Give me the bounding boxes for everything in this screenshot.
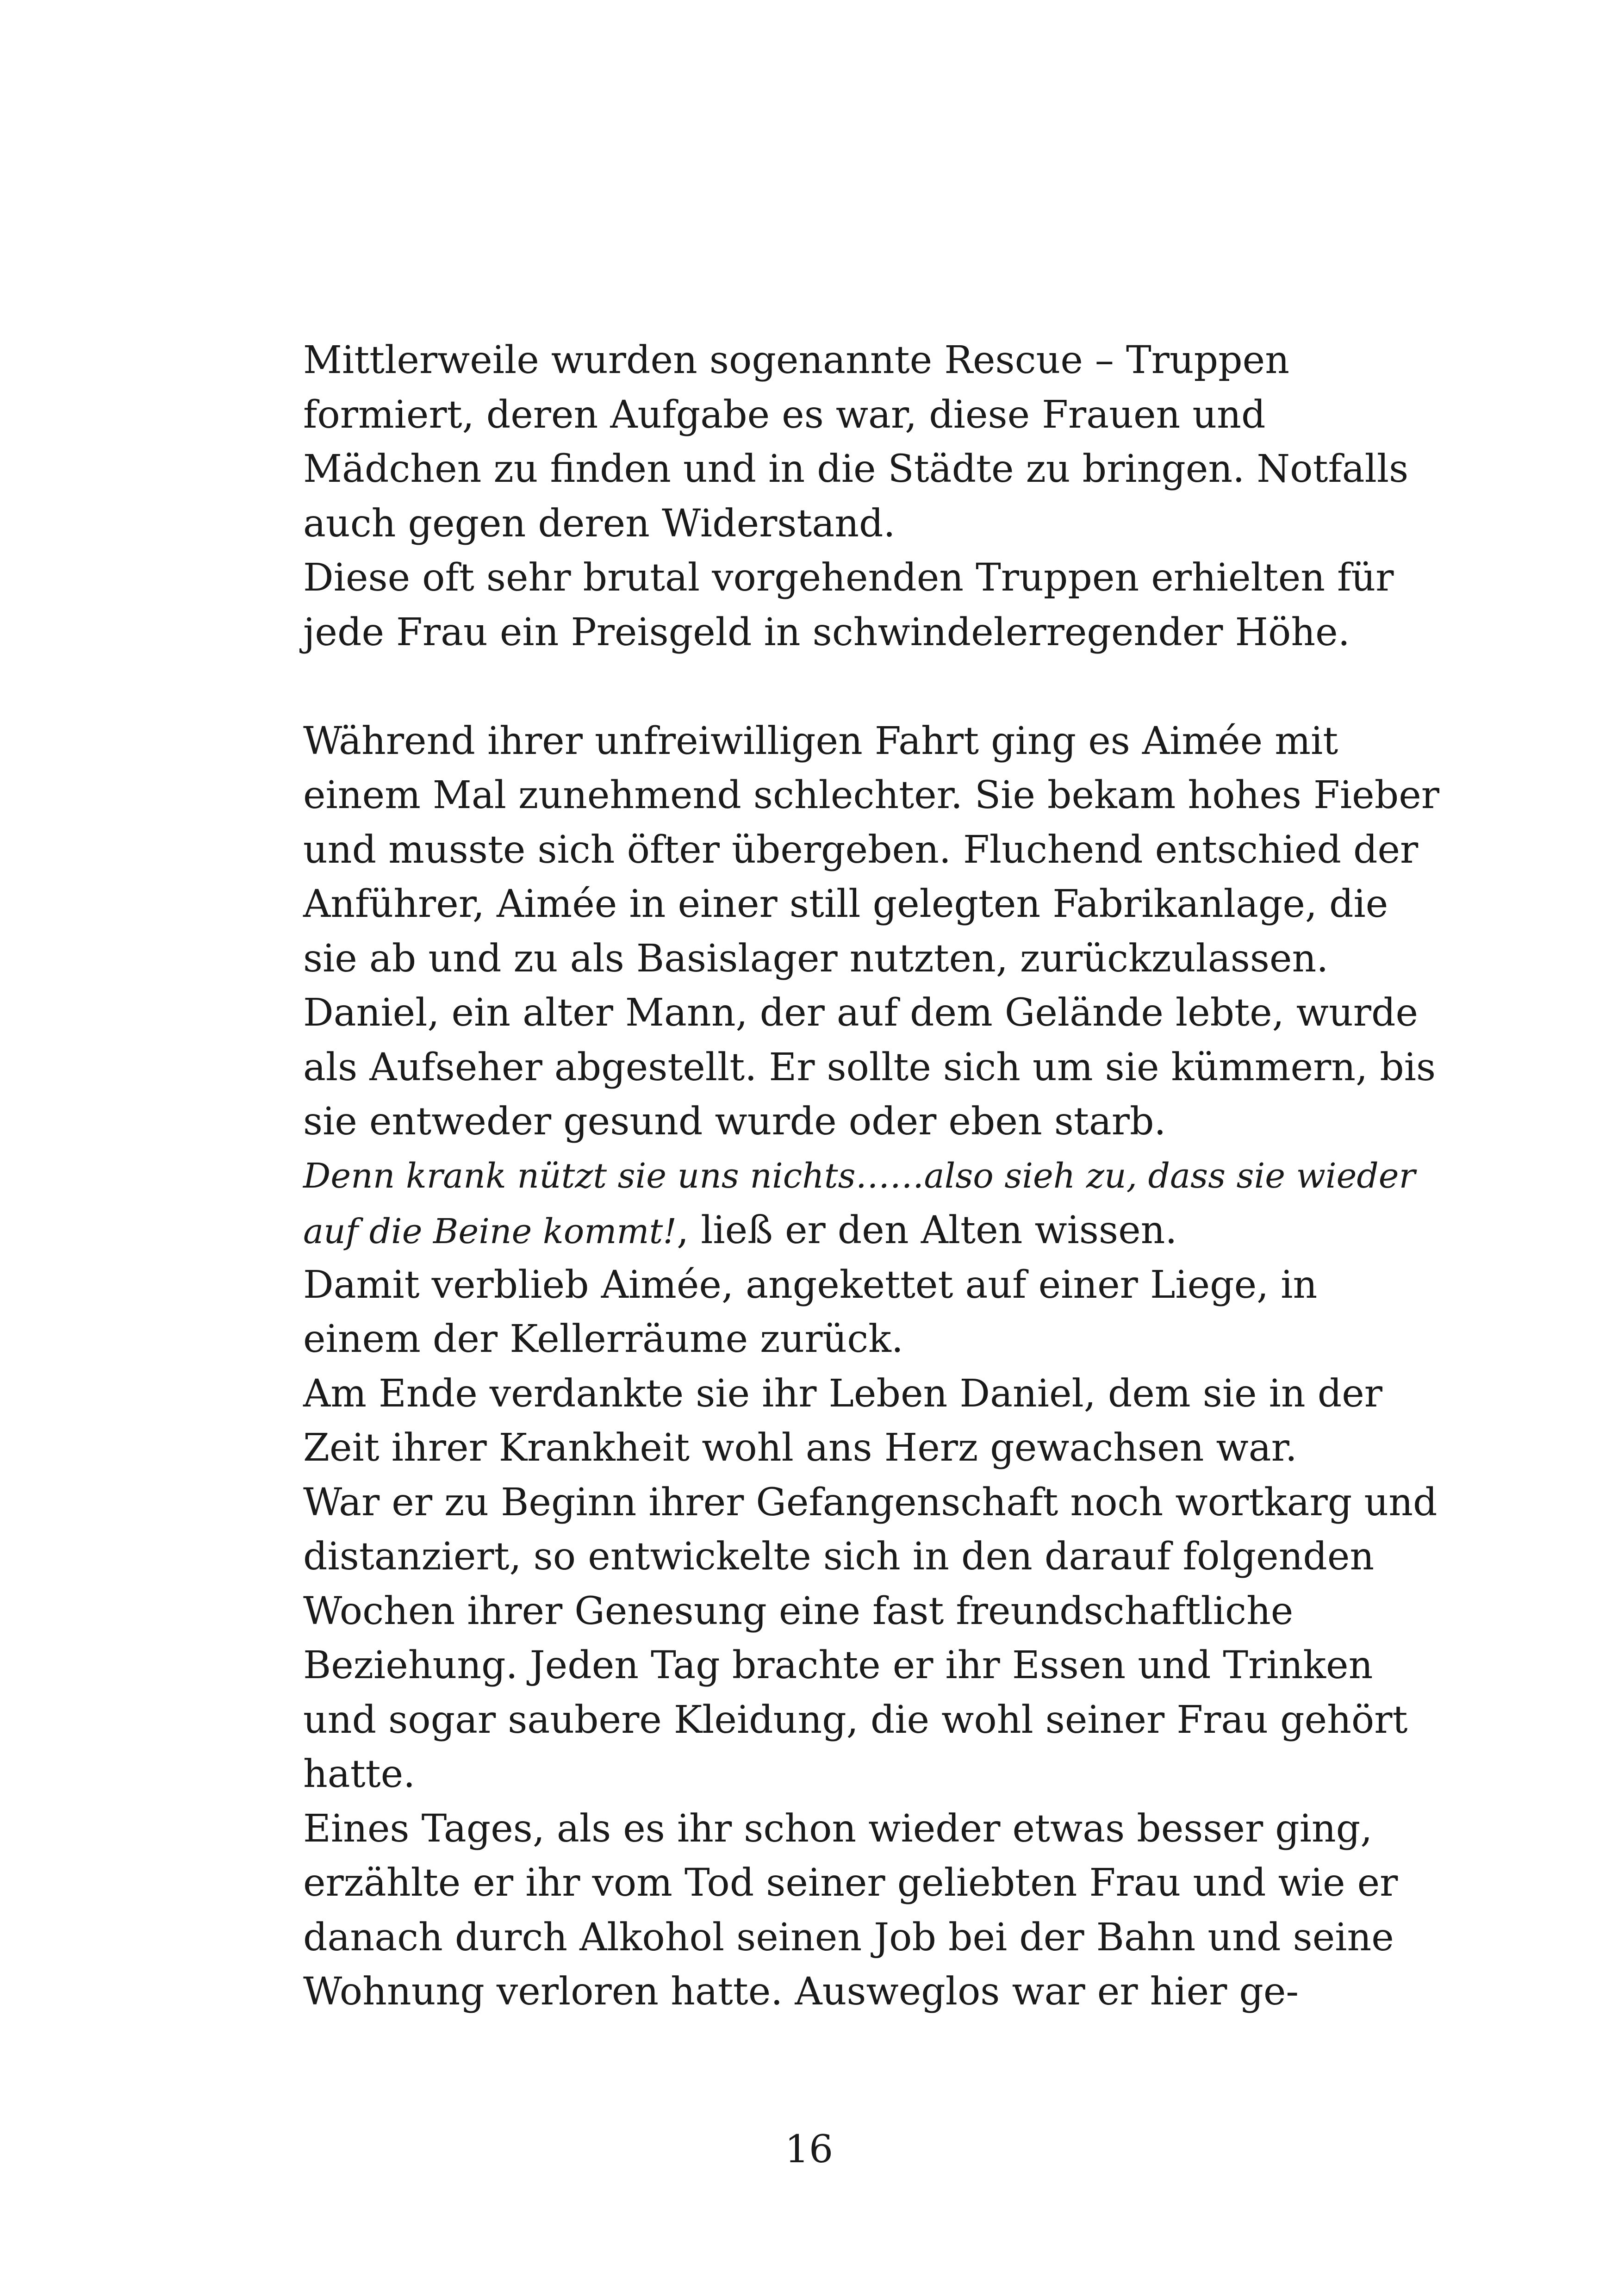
text-line: Damit verblieb Aimée, angekettet auf einer Liege, in (303, 1263, 1318, 1307)
text-line: Daniel, ein alter Mann, der auf dem Gelände lebte, wurde (303, 991, 1418, 1035)
text-line: danach durch Alkohol seinen Job bei der Bahn und seine (303, 1915, 1394, 1960)
text-line: als Aufseher abgestellt. Er sollte sich um sie kümmern, bis (303, 1045, 1436, 1089)
body-text (303, 333, 1439, 2019)
text-line: und musste sich öfter übergeben. Fluchend entschied der (303, 828, 1419, 872)
text-line: Beziehung. Jeden Tag brachte er ihr Essen und Trinken (303, 1643, 1373, 1687)
text-line: Anführer, Aimée in einer still gelegten Fabrikanlage, die (303, 882, 1388, 926)
quote-italic-text: auf die Beine kommt! (303, 1212, 677, 1251)
page-number: 16 (784, 2128, 834, 2172)
text-line: formiert, deren Aufgabe es war, diese Frauen und (303, 392, 1266, 437)
text-line: einem der Kellerräume zurück. (303, 1317, 903, 1361)
text-line: War er zu Beginn ihrer Gefangenschaft noch wortkarg und (303, 1480, 1438, 1524)
text-line: Während ihrer unfreiwilligen Fahrt ging es Aimée mit (303, 719, 1338, 763)
text-line: sie entweder gesund wurde oder eben starb. (303, 1100, 1166, 1144)
text-line: Eines Tages, als es ihr schon wieder etwas besser ging, (303, 1806, 1373, 1851)
text-line: hatte. (303, 1752, 416, 1796)
text-line: Wochen ihrer Genesung eine fast freundschaftliche (303, 1589, 1294, 1633)
text-line: und sogar saubere Kleidung, die wohl seiner Frau gehört (303, 1698, 1408, 1742)
text-line: Am Ende verdankte sie ihr Leben Daniel, dem sie in der (303, 1371, 1382, 1416)
quote-line: Denn krank nützt sie uns nichts……also sieh zu, dass sie wieder (303, 1156, 1415, 1196)
text-line: Zeit ihrer Krankheit wohl ans Herz gewachsen war. (303, 1426, 1297, 1470)
text-line: distanziert, so entwickelte sich in den darauf folgenden (303, 1535, 1375, 1579)
text-line: erzählte er ihr vom Tod seiner geliebten Frau und wie er (303, 1861, 1398, 1905)
paragraph-break (303, 660, 1414, 714)
text-line: Mittlerweile wurden sogenannte Rescue – Truppen (303, 338, 1289, 382)
text-line: Wohnung verloren hatte. Ausweglos war er hier ge- (303, 1970, 1299, 2014)
text-line: Diese oft sehr brutal vorgehenden Truppen erhielten für (303, 556, 1394, 600)
text-line: Mädchen zu finden und in die Städte zu bringen. Notfalls (303, 447, 1409, 491)
text-line: auch gegen deren Widerstand. (303, 501, 896, 546)
text-line: jede Frau ein Preisgeld in schwindelerregender Höhe. (303, 610, 1350, 654)
text-line: einem Mal zunehmend schlechter. Sie bekam hohes Fieber (303, 773, 1439, 817)
text-line: sie ab und zu als Basislager nutzten, zurückzulassen. (303, 936, 1329, 981)
quote-trailing-text: , ließ er den Alten wissen. (677, 1208, 1177, 1252)
quote-line-mixed (303, 1203, 1414, 1258)
